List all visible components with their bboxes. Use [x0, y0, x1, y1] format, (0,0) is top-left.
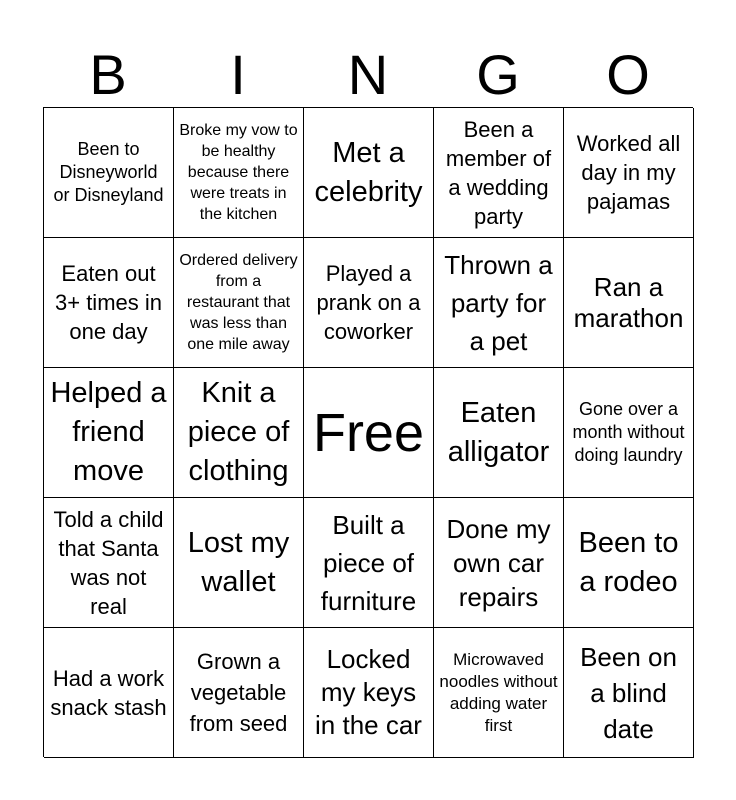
bingo-grid — [43, 107, 693, 757]
cell-text: Gone over a month without doing laundry — [572, 399, 685, 465]
bingo-cell-r3c4[interactable] — [564, 498, 694, 628]
cell-text: Ran a marathon — [573, 271, 684, 333]
bingo-cell-r1c3[interactable] — [434, 238, 564, 368]
cell-text: Met a celebrity — [314, 136, 423, 208]
cell-text: Been to a rodeo — [578, 526, 679, 598]
bingo-cell-r2c1[interactable] — [174, 368, 304, 498]
cell-text: Lost my wallet — [187, 526, 290, 598]
cell-text: Ordered delivery from a restaurant that was less than one mile away — [179, 252, 298, 353]
cell-text: Grown a vegetable from seed — [189, 649, 288, 736]
bingo-cell-r2c0[interactable] — [44, 368, 174, 498]
bingo-cell-r3c3[interactable] — [434, 498, 564, 628]
bingo-cell-r0c3[interactable] — [434, 108, 564, 238]
cell-text: Broke my vow to be healthy because there were treats in the kitchen — [179, 122, 298, 223]
header-letter-o: O — [606, 43, 650, 106]
bingo-cell-r3c2[interactable] — [304, 498, 434, 628]
bingo-cell-r4c2[interactable] — [304, 628, 434, 758]
bingo-cell-r0c1[interactable] — [174, 108, 304, 238]
free-space-text: Free — [312, 402, 425, 463]
bingo-cell-r0c2[interactable] — [304, 108, 434, 238]
cell-text: Been a member of a wedding party — [445, 116, 552, 229]
cell-text: Had a work snack stash — [50, 665, 167, 720]
bingo-cell-r0c0[interactable] — [44, 108, 174, 238]
header-letter-i: I — [230, 43, 246, 106]
bingo-cell-r2c3[interactable] — [434, 368, 564, 498]
cell-text: Locked my keys in the car — [315, 644, 422, 740]
header-letter-g: G — [476, 43, 520, 106]
cell-text: Played a prank on a coworker — [316, 261, 421, 344]
cell-text: Microwaved noodles without adding water first — [439, 649, 558, 735]
cell-text: Told a child that Santa was not real — [53, 506, 164, 619]
bingo-cell-r4c3[interactable] — [434, 628, 564, 758]
bingo-cell-r1c2[interactable] — [304, 238, 434, 368]
bingo-cell-r0c4[interactable] — [564, 108, 694, 238]
bingo-cell-r1c0[interactable] — [44, 238, 174, 368]
bingo-cell-r1c1[interactable] — [174, 238, 304, 368]
header-letter-n: N — [347, 43, 389, 106]
bingo-cell-r3c1[interactable] — [174, 498, 304, 628]
cell-text: Helped a friend move — [50, 377, 167, 487]
cell-text: Built a piece of furniture — [320, 509, 417, 616]
bingo-cell-r4c4[interactable] — [564, 628, 694, 758]
cell-text: Eaten out 3+ times in one day — [55, 261, 162, 344]
cell-text: Worked all day in my pajamas — [576, 131, 681, 214]
header-letter-b: B — [89, 43, 127, 106]
cell-text: Done my own car repairs — [446, 513, 551, 612]
cell-text: Been on a blind date — [580, 641, 677, 744]
bingo-cell-free[interactable] — [304, 368, 434, 498]
cell-text: Eaten alligator — [447, 396, 550, 468]
cell-text: Been to Disneyworld or Disneyland — [53, 139, 164, 205]
cell-text: Knit a piece of clothing — [187, 377, 290, 487]
cell-text: Thrown a party for a pet — [444, 249, 553, 356]
bingo-cell-r3c0[interactable] — [44, 498, 174, 628]
bingo-cell-r1c4[interactable] — [564, 238, 694, 368]
bingo-header — [43, 42, 693, 108]
bingo-cell-r4c0[interactable] — [44, 628, 174, 758]
bingo-cell-r4c1[interactable] — [174, 628, 304, 758]
bingo-cell-r2c4[interactable] — [564, 368, 694, 498]
